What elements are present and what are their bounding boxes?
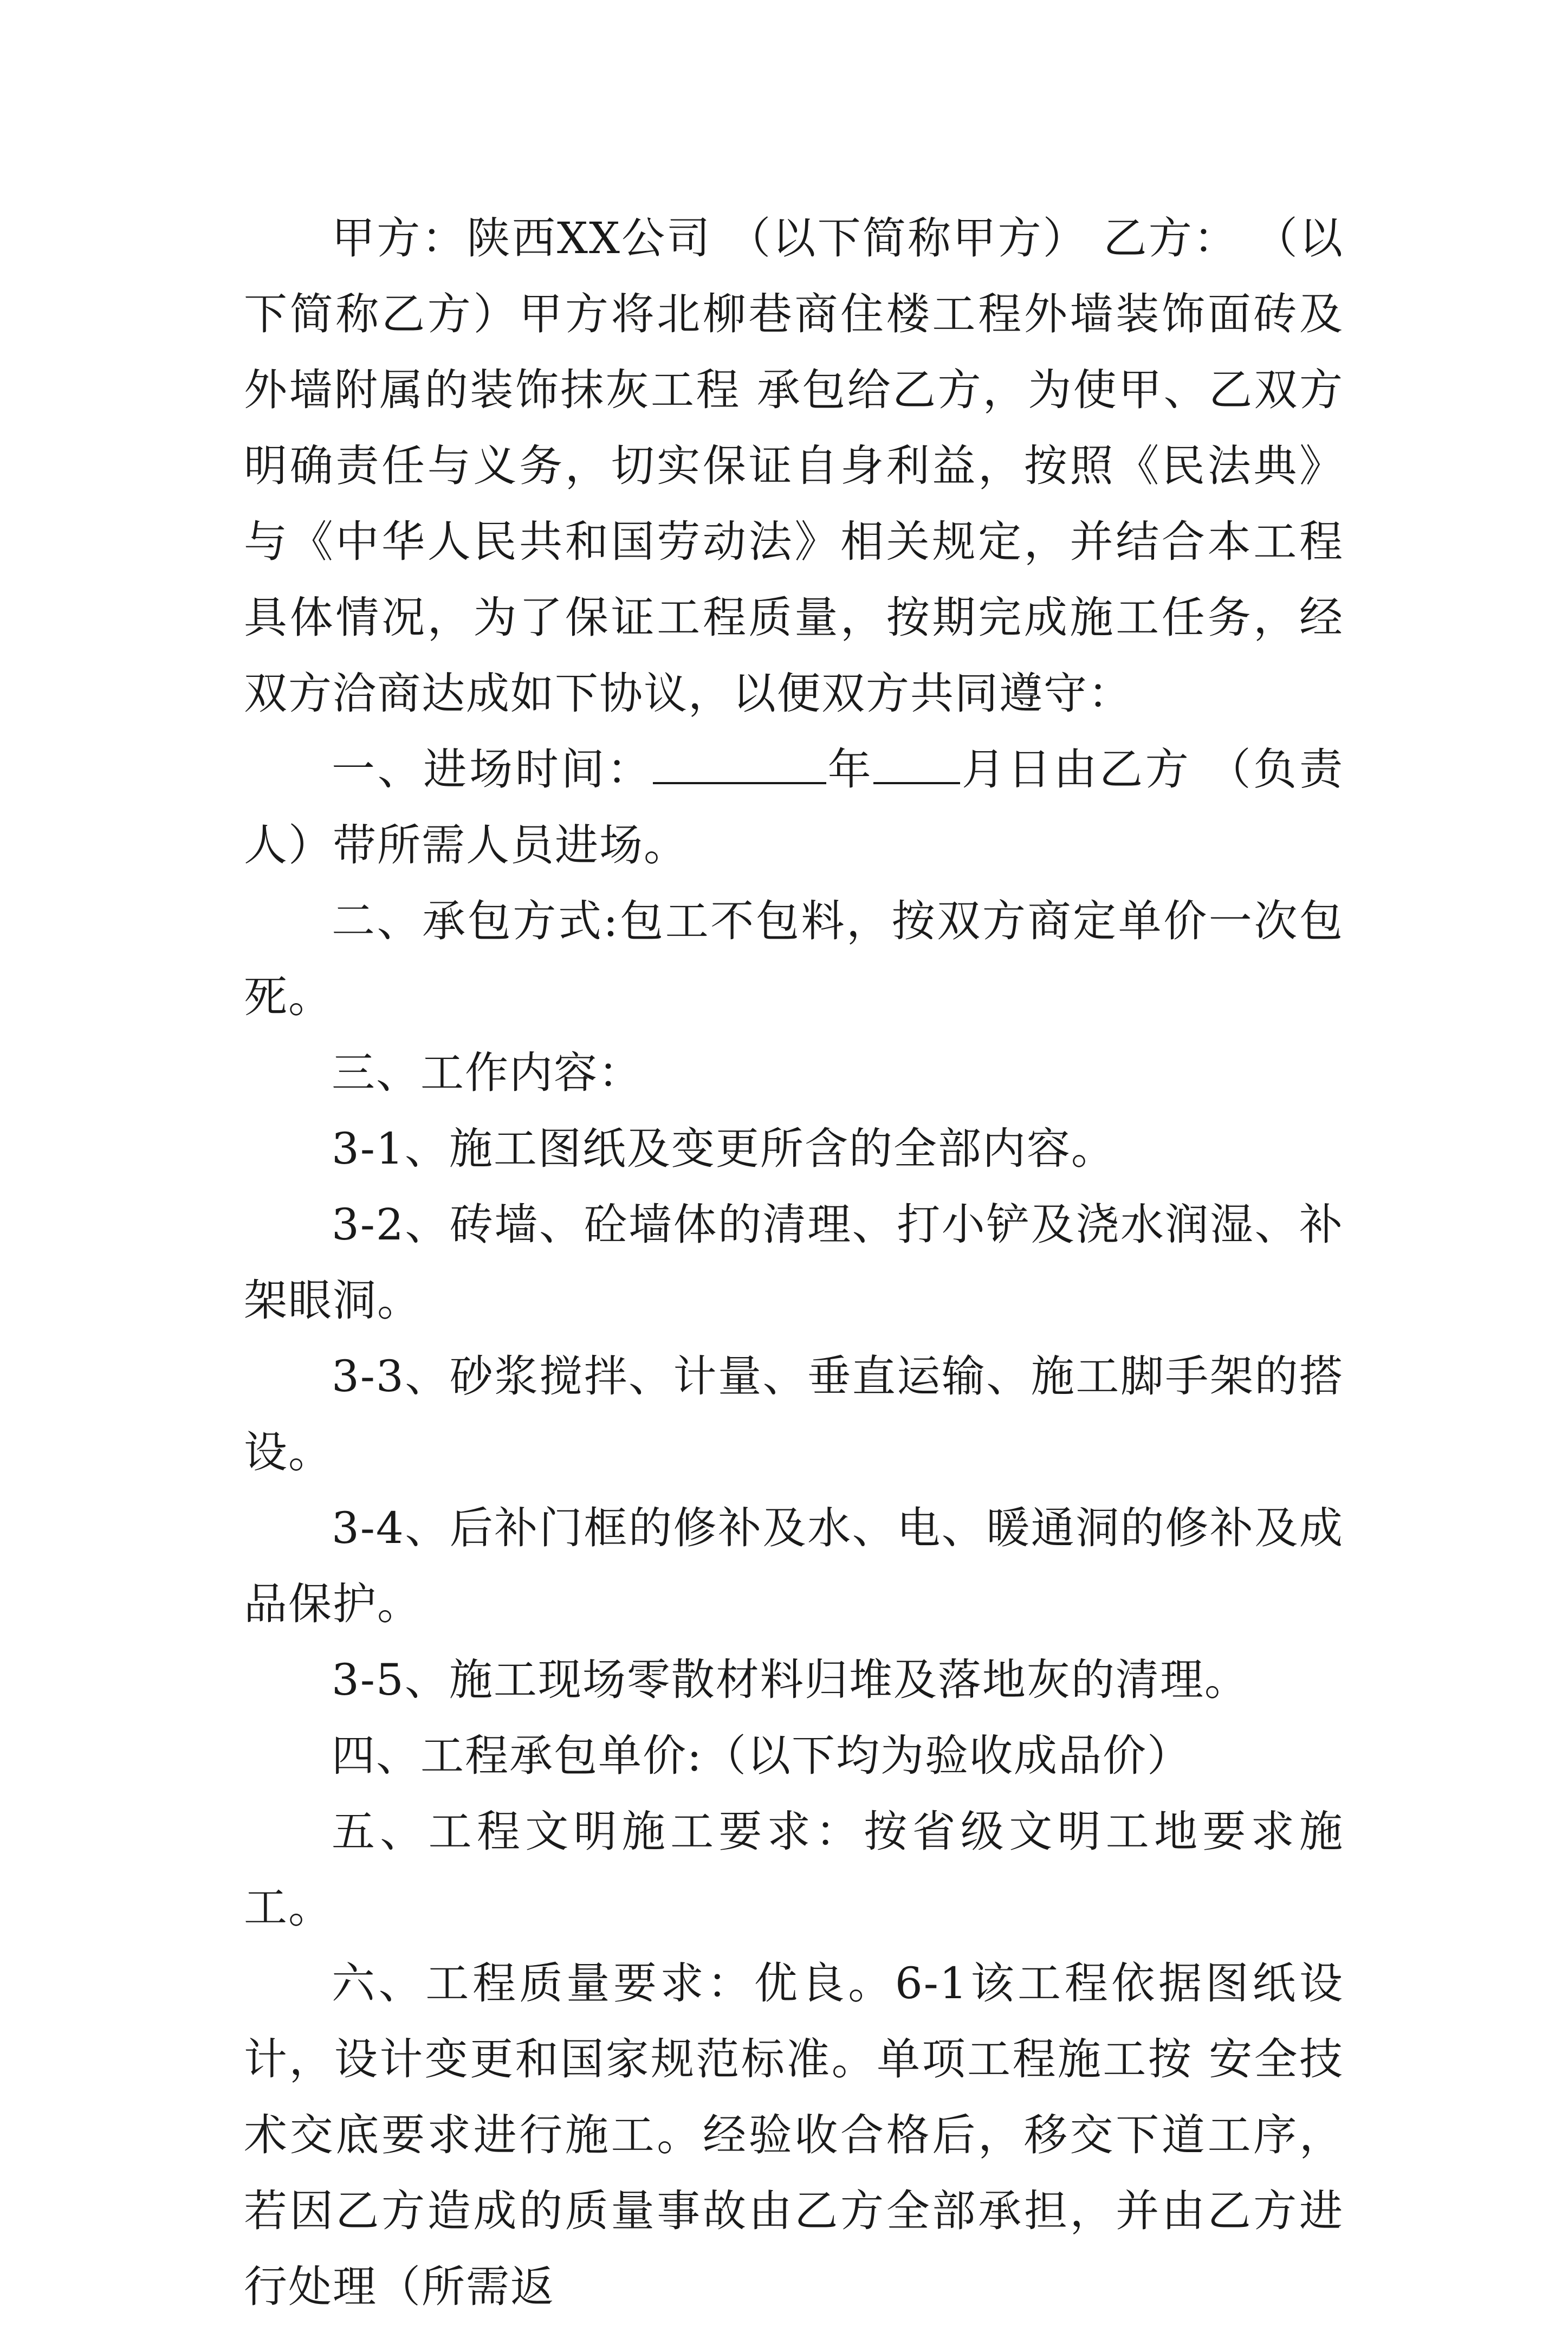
- document-page: [244, 201, 1344, 2325]
- work-item-3-1: 3-1、施工图纸及变更所含的全部内容。: [332, 1123, 1116, 1174]
- year-blank: [653, 744, 826, 784]
- work-item-3-5: 3-5、施工现场零散材料归堆及落地灰的清理。: [332, 1655, 1249, 1705]
- unit-price-paragraph: 四、工程承包单价:（以下均为验收成品价）: [332, 1730, 1191, 1781]
- month-blank: [873, 744, 960, 784]
- entry-time-rest: 月日由乙方 （负责人）带所需人员进场。: [244, 744, 1344, 870]
- quality-requirement-paragraph: 六、工程质量要求：优良。6-1该工程依据图纸设计，设计变更和国家规范标准。单项工程施工按 安全技术交底要求进行施工。经验收合格后，移交下道工序，若因乙方造成的质量事故由乙方全部承担，并由乙方进行处理（所需返: [244, 1958, 1344, 2312]
- civilized-construction-paragraph: 五、工程文明施工要求：按省级文明工地要求施工。: [244, 1806, 1344, 1933]
- entry-time-paragraph: [244, 732, 1344, 883]
- work-item-3-4: 3-4、后补门框的修补及水、电、暖通洞的修补及成品保护。: [244, 1503, 1344, 1629]
- work-item-3-2: 3-2、砖墙、砼墙体的清理、打小铲及浇水润湿、补架眼洞。: [244, 1199, 1344, 1326]
- work-item-3-3: 3-3、砂浆搅拌、计量、垂直运输、施工脚手架的搭设。: [244, 1351, 1344, 1477]
- year-label: 年: [826, 744, 874, 795]
- contract-method-paragraph: 二、承包方式:包工不包料，按双方商定单价一次包死。: [244, 896, 1344, 1022]
- work-content-heading: 三、工作内容：: [332, 1048, 643, 1098]
- entry-time-label: 一、进场时间：: [332, 744, 653, 795]
- intro-paragraph: 甲方：陕西XX公司 （以下简称甲方） 乙方： （以下简称乙方）甲方将北柳巷商住楼工程外墙装饰面砖及外墙附属的装饰抹灰工程 承包给乙方，为使甲、乙双方明确责任与义务，切实保证自身利益，按照《民法典》与《中华人民共和国劳动法》相关规定，并结合本工程具体情况，为了保证工程质量，按期完成施工任务，经双方洽商达成如下协议，以便双方共同遵守：: [244, 213, 1344, 719]
